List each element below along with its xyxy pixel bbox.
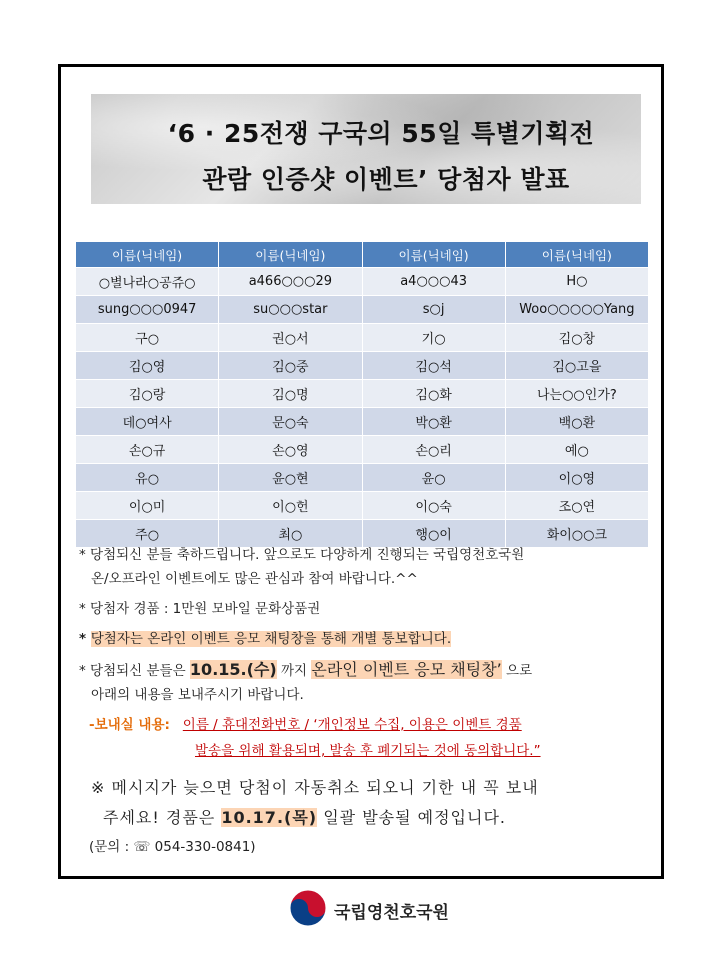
table-row (76, 436, 649, 464)
note-content-line1 (89, 713, 522, 733)
column-header: 이름(닉네임) (219, 242, 362, 268)
winner-name-cell: 이○숙 (362, 492, 505, 520)
winner-name-cell: su○○○star (219, 296, 362, 324)
note-bullet: * (79, 631, 91, 647)
winner-name-cell: 기○ (362, 324, 505, 352)
winner-name-cell: 백○환 (505, 408, 648, 436)
winner-name-cell: sung○○○0947 (76, 296, 219, 324)
note-warning-line1: ※ 메시지가 늦으면 당첨이 자동취소 되오니 기한 내 꼭 보내 (91, 778, 539, 797)
contact-prefix: (문의 : (89, 839, 134, 855)
winner-name-cell: 김○영 (76, 352, 219, 380)
content-requirement-2: 발송을 위해 활용되며, 발송 후 폐기되는 것에 동의합니다.” (195, 743, 541, 759)
note-deadline-line2: 아래의 내용을 보내주시기 바랍니다. (91, 687, 304, 703)
winner-name-cell: 이○영 (505, 464, 648, 492)
winner-name-cell: 김○화 (362, 380, 505, 408)
table-row (76, 380, 649, 408)
winner-name-cell: 이○헌 (219, 492, 362, 520)
winner-name-cell: 김○랑 (76, 380, 219, 408)
deadline-date: 10.15.(수) (189, 660, 277, 679)
winner-name-cell: 유○ (76, 464, 219, 492)
winner-name-cell: 손○리 (362, 436, 505, 464)
winner-name-cell: 김○중 (219, 352, 362, 380)
note-content-line2 (195, 739, 541, 759)
table-header-row (76, 242, 649, 268)
note-deadline-post: 으로 (501, 663, 533, 679)
note-warning-post: 일괄 발송될 예정입니다. (317, 808, 507, 827)
winner-name-cell: H○ (505, 268, 648, 296)
column-header: 이름(닉네임) (362, 242, 505, 268)
winner-name-cell: 김○고을 (505, 352, 648, 380)
contact-number: 054-330-0841) (150, 839, 256, 855)
winner-name-cell: 나는○○인가? (505, 380, 648, 408)
notice-frame (58, 64, 664, 879)
contact-info (89, 835, 256, 855)
shipping-date: 10.17.(목) (221, 808, 318, 827)
table-row (76, 268, 649, 296)
banner-title-line2: 관람 인증샷 이벤트’ 당첨자 발표 (202, 165, 570, 194)
winner-name-cell: 김○석 (362, 352, 505, 380)
winner-name-cell: 최○ (219, 520, 362, 548)
winner-name-cell: 윤○ (362, 464, 505, 492)
winner-name-cell: 조○연 (505, 492, 648, 520)
winner-name-cell: a466○○○29 (219, 268, 362, 296)
banner-title-line1: ‘6 · 25전쟁 구국의 55일 특별기획전 (167, 119, 595, 148)
note-notification-text: 당첨자는 온라인 이벤트 응모 채팅창을 통해 개별 통보합니다. (90, 631, 452, 647)
organization-name: 국립영천호국원 (334, 903, 449, 923)
content-requirement-1: 이름 / 휴대전화번호 / ‘개인정보 수집, 이용은 이벤트 경품 (182, 717, 522, 733)
note-deadline-pre: * 당첨되신 분들은 (79, 663, 190, 679)
table-row (76, 324, 649, 352)
note-deadline-mid: 까지 (276, 663, 312, 679)
winner-name-cell: 손○규 (76, 436, 219, 464)
note-warning-line2 (103, 805, 506, 828)
winner-name-cell: 박○환 (362, 408, 505, 436)
phone-icon: ☏ (133, 839, 151, 855)
note-notification (79, 627, 451, 647)
winner-name-cell: 데○여사 (76, 408, 219, 436)
table-row (76, 352, 649, 380)
note-congrats-line1: * 당첨되신 분들 축하드립니다. 앞으로도 다양하게 진행되는 국립영천호국원 (79, 547, 525, 563)
column-header: 이름(닉네임) (505, 242, 648, 268)
table-row (76, 296, 649, 324)
winner-name-cell: 윤○현 (219, 464, 362, 492)
note-warning-pre: 주세요! 경품은 (103, 808, 222, 827)
table-row (76, 492, 649, 520)
winner-name-cell: 손○영 (219, 436, 362, 464)
winner-name-cell: 문○숙 (219, 408, 362, 436)
winner-name-cell: 김○창 (505, 324, 648, 352)
note-prize: * 당첨자 경품 : 1만원 모바일 문화상품권 (79, 601, 321, 617)
winner-name-cell: 주○ (76, 520, 219, 548)
winner-name-cell: 예○ (505, 436, 648, 464)
winner-name-cell: 구○ (76, 324, 219, 352)
note-congrats-line2: 온/오프라인 이벤트에도 많은 관심과 참여 바랍니다.^^ (91, 571, 418, 587)
winner-name-cell: 화이○○크 (505, 520, 648, 548)
title-banner (91, 94, 641, 204)
winners-table (75, 241, 649, 548)
winner-name-cell: 권○서 (219, 324, 362, 352)
column-header: 이름(닉네임) (76, 242, 219, 268)
content-label: -보내실 내용: (89, 717, 170, 733)
table-row (76, 408, 649, 436)
winner-name-cell: a4○○○43 (362, 268, 505, 296)
winner-name-cell: 이○미 (76, 492, 219, 520)
winner-name-cell: ○별나라○공쥬○ (76, 268, 219, 296)
winner-name-cell: 행○이 (362, 520, 505, 548)
winner-name-cell: s○j (362, 296, 505, 324)
taegeuk-logo-icon (288, 888, 328, 928)
chat-window-label: 온라인 이벤트 응모 채팅창’ (311, 660, 502, 679)
table-row (76, 464, 649, 492)
note-deadline-line1 (79, 657, 532, 680)
winner-name-cell: Woo○○○○○Yang (505, 296, 648, 324)
winner-name-cell: 김○명 (219, 380, 362, 408)
